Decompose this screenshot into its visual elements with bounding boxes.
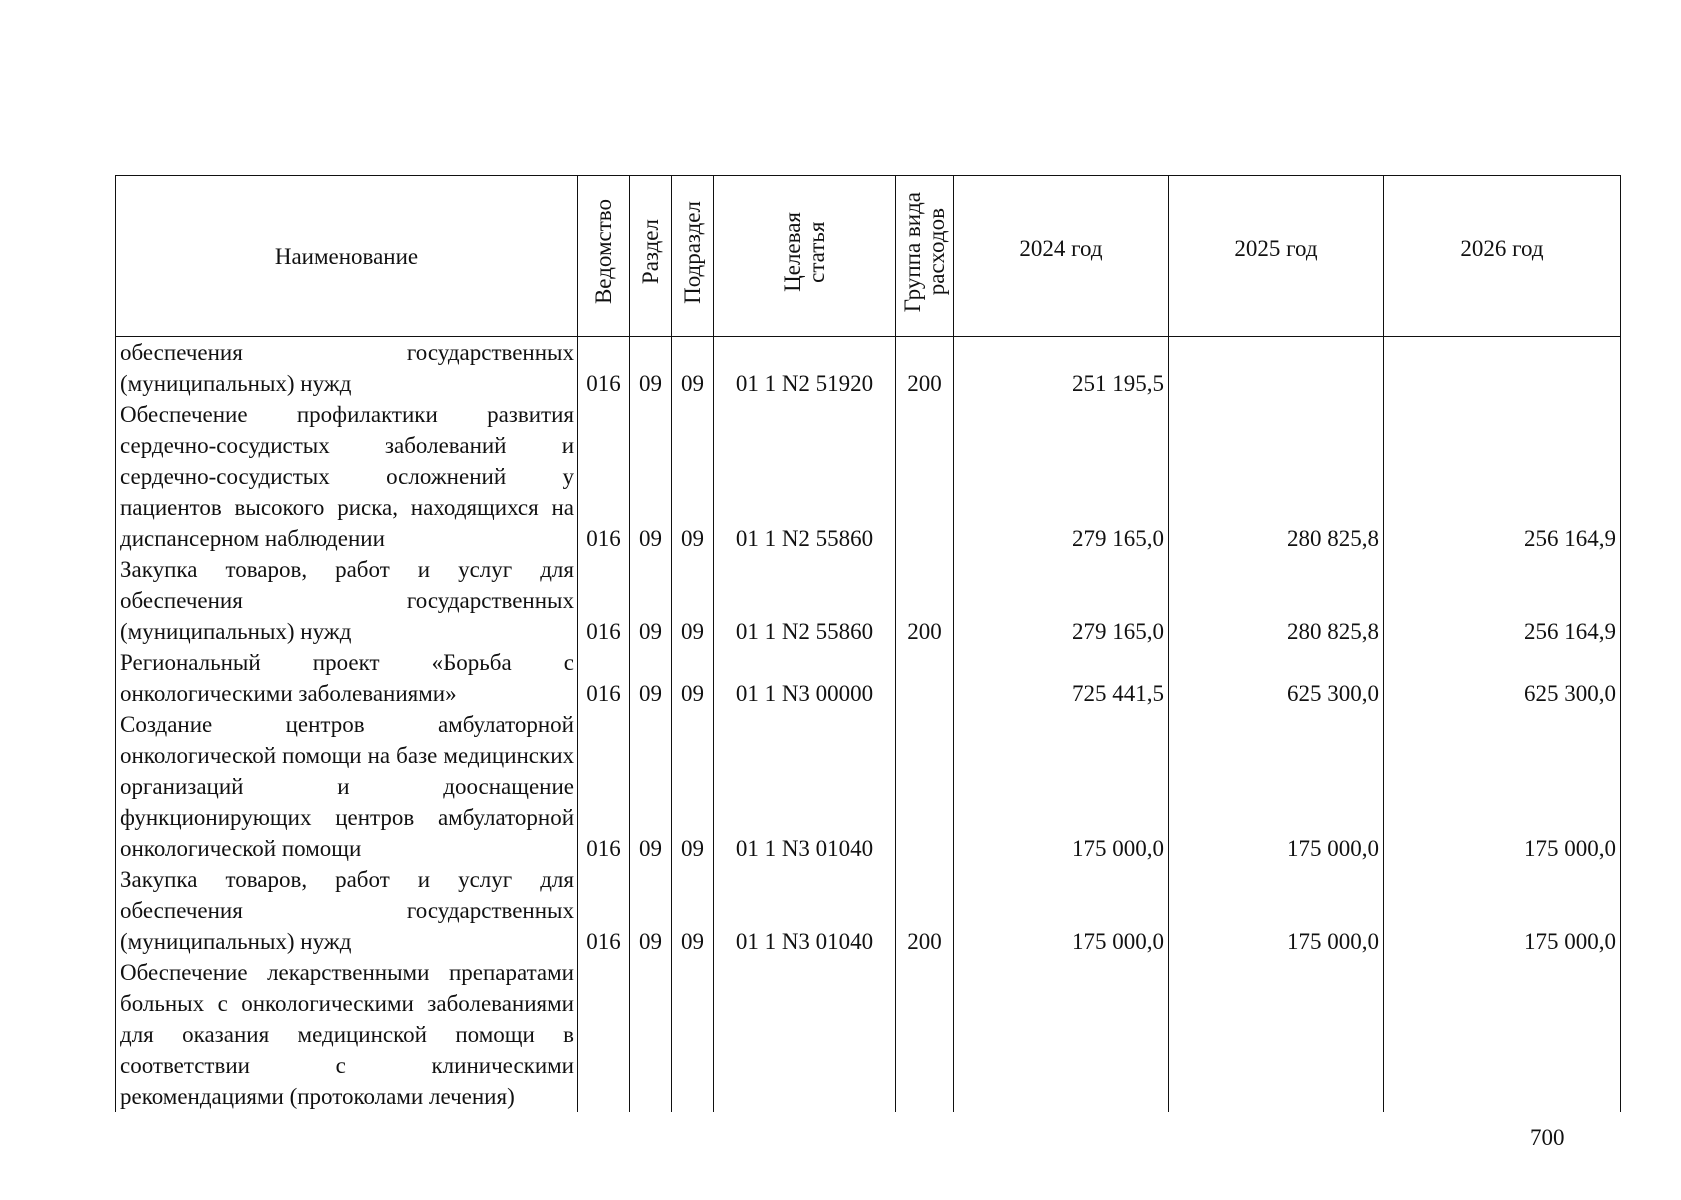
row-2025: 175 000,0 [1169,709,1384,864]
row-podrazdel: 09 [672,399,714,554]
page-number: 700 [1530,1125,1565,1150]
row-2026: 175 000,0 [1384,864,1621,957]
row-razdel: 09 [630,647,672,709]
row-2024: 175 000,0 [954,864,1169,957]
row-gruppa [896,647,954,709]
table-row [116,864,1621,957]
row-gruppa [896,399,954,554]
row-gruppa: 200 [896,337,954,400]
table-row [116,399,1621,554]
header-2025-label: 2025 год [1234,235,1318,261]
row-2024: 279 165,0 [954,399,1169,554]
row-vedomstvo: 016 [578,864,630,957]
row-podrazdel: 09 [672,709,714,864]
row-celevaya: 01 1 N3 01040 [714,864,896,957]
row-podrazdel [672,957,714,1112]
header-name [116,176,578,337]
row-vedomstvo [578,957,630,1112]
header-2026-label: 2026 год [1460,235,1544,261]
row-razdel: 09 [630,399,672,554]
row-2025 [1169,957,1384,1112]
row-2025: 175 000,0 [1169,864,1384,957]
row-2025 [1169,337,1384,400]
row-2024: 175 000,0 [954,709,1169,864]
row-podrazdel: 09 [672,337,714,400]
header-gruppa-line1: Группа вида [899,191,925,313]
table-header-row [116,176,1621,337]
table-row [116,647,1621,709]
row-2026: 256 164,9 [1384,399,1621,554]
header-celevaya-label [781,212,829,292]
header-2024 [954,176,1169,337]
row-podrazdel: 09 [672,554,714,647]
row-razdel [630,957,672,1112]
row-gruppa [896,709,954,864]
table-row [116,709,1621,864]
row-2024: 251 195,5 [954,337,1169,400]
table-row [116,957,1621,1112]
row-name: Закупка товаров, работ и услуг для обеспечения государственных (муниципальных) нужд [116,554,578,647]
header-vedomstvo [578,176,630,337]
budget-table [115,175,1621,1112]
header-name-label: Наименование [274,243,419,269]
header-celevaya-line1: Целевая [779,212,805,292]
row-celevaya: 01 1 N2 55860 [714,399,896,554]
row-vedomstvo: 016 [578,554,630,647]
header-razdel-label: Раздел [637,219,663,285]
row-name: Обеспечение лекарственными препаратами больных с онкологическими заболеваниями для оказания медицинской помощи в соответствии с клиническими рекомендациями (протоколами лечения) [116,957,578,1112]
row-2026: 256 164,9 [1384,554,1621,647]
header-vedomstvo-label: Ведомство [590,199,616,305]
row-razdel: 09 [630,554,672,647]
row-gruppa: 200 [896,554,954,647]
row-vedomstvo: 016 [578,709,630,864]
header-2026 [1384,176,1621,337]
row-celevaya: 01 1 N2 55860 [714,554,896,647]
row-vedomstvo: 016 [578,647,630,709]
header-podrazdel-label: Подраздел [679,200,705,304]
row-celevaya [714,957,896,1112]
row-razdel: 09 [630,864,672,957]
header-celevaya [714,176,896,337]
row-2025: 280 825,8 [1169,554,1384,647]
row-name: Закупка товаров, работ и услуг для обеспечения государственных (муниципальных) нужд [116,864,578,957]
row-2025: 280 825,8 [1169,399,1384,554]
row-gruppa: 200 [896,864,954,957]
row-2024 [954,957,1169,1112]
header-gruppa-label [901,192,949,312]
header-2024-label: 2024 год [1019,235,1103,261]
row-name: Создание центров амбулаторной онкологической помощи на базе медицинских организаций и дооснащение функционирующих центров амбулаторной онкологической помощи [116,709,578,864]
header-celevaya-line2: статья [803,221,829,283]
header-gruppa-line2: расходов [923,208,949,296]
table-row [116,554,1621,647]
row-podrazdel: 09 [672,864,714,957]
table-row [116,337,1621,400]
row-2026 [1384,957,1621,1112]
row-razdel: 09 [630,709,672,864]
row-name: Обеспечение профилактики развития сердечно-сосудистых заболеваний и сердечно-сосудистых осложнений у пациентов высокого риска, находящихся на диспансерном наблюдении [116,399,578,554]
row-podrazdel: 09 [672,647,714,709]
row-vedomstvo: 016 [578,337,630,400]
header-podrazdel [672,176,714,337]
row-celevaya: 01 1 N2 51920 [714,337,896,400]
row-gruppa [896,957,954,1112]
row-razdel: 09 [630,337,672,400]
row-2024: 279 165,0 [954,554,1169,647]
header-gruppa [896,176,954,337]
row-celevaya: 01 1 N3 00000 [714,647,896,709]
row-2026 [1384,337,1621,400]
row-2024: 725 441,5 [954,647,1169,709]
row-2025: 625 300,0 [1169,647,1384,709]
row-2026: 175 000,0 [1384,709,1621,864]
header-razdel [630,176,672,337]
row-name: Региональный проект «Борьба с онкологическими заболеваниями» [116,647,578,709]
header-2025 [1169,176,1384,337]
row-2026: 625 300,0 [1384,647,1621,709]
row-name: обеспечения государственных (муниципальных) нужд [116,337,578,400]
row-celevaya: 01 1 N3 01040 [714,709,896,864]
row-vedomstvo: 016 [578,399,630,554]
